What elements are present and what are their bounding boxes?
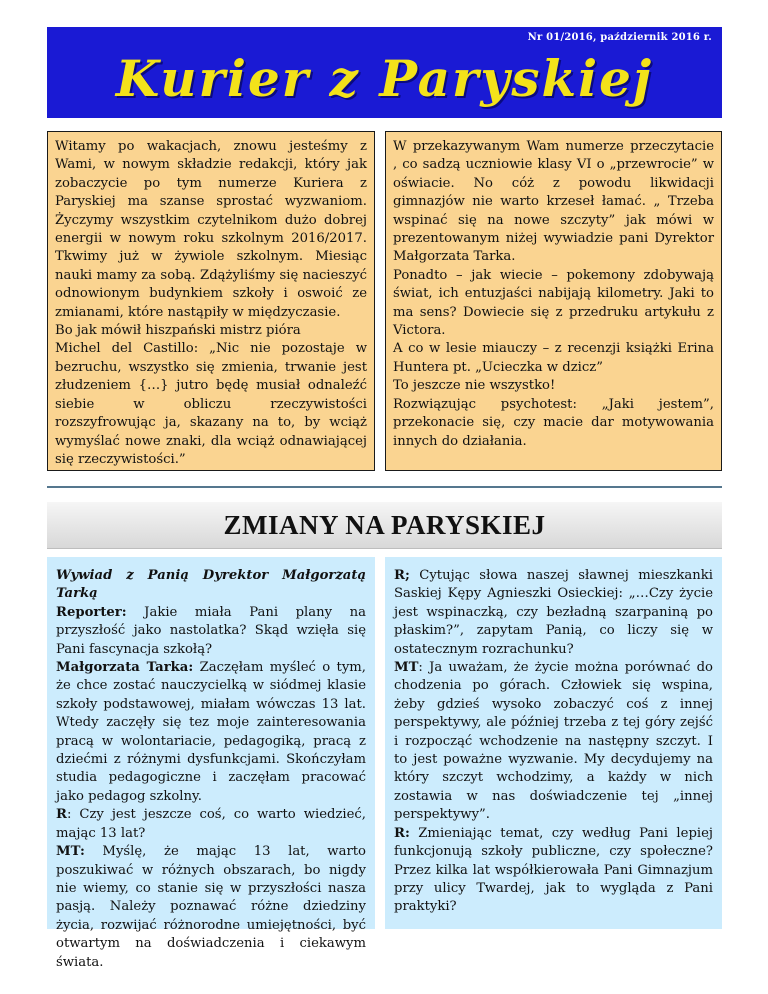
- answer-text: Myślę, że mając 13 lat, warto poszukiwać w różnych obszarach, bo nigdy nie wiemy, co stanie się w przyszłości nasza pasją. Należy poznawać różne dziedziny życia, rozwijać różnorodne umiejętności, być otwartym na doświadczenia i ciekawym świata.: [56, 844, 366, 970]
- speaker-label: MT:: [56, 844, 85, 860]
- question-text: Cytując słowa naszej sławnej mieszkanki Saskiej Kępy Agnieszki Osieckiej: „…Czy życie jest wspinaczką, czy bezładną szarpaniną po płaskim?”, zapytam Panią, co liczy się w ostatecznym rozrachunku?: [394, 568, 713, 657]
- issue-number: Nr 01/2016, październik 2016 r.: [527, 32, 712, 43]
- editorial-paragraph: W przekazywanym Wam numerze przeczytacie , co sadzą uczniowie klasy VI o „przewrocie” w oświacie. No cóż z powodu likwidacji gimnazjów nie warto krzeseł łamać. „ Trzeba wspinać się na nowe szczyty” jak mówi w prezentowanym niżej wywiadzie pani Dyrektor Małgorzata Tarka.: [393, 139, 714, 265]
- speaker-label: R: [56, 807, 67, 823]
- interview-question: [56, 604, 366, 659]
- section-header: [47, 502, 722, 549]
- interview-answer: [56, 843, 366, 972]
- question-text: Jakie miała Pani plany na przyszłość jako nastolatka? Skąd wzięła się Pani fascynacja szkołą?: [56, 604, 366, 657]
- interview-question: [56, 806, 366, 843]
- answer-text: : Ja uważam, że życie można porównać do chodzenia po górach. Człowiek się wspina, żeby gdzieś wysoko zobaczyć coś z innej perspektywy, ale później trzeba z tej góry zejść i rozpocząć wchodzenie na następny szczyt. I to jest poważne wyzwanie. My decydujemy na który szczyt wchodzimy, a każdy w nich zostawia w nas doświadczenie tej „innej perspektywy”.: [394, 660, 713, 823]
- newspaper-title: Kurier z Paryskiej: [115, 49, 654, 108]
- speaker-label: Reporter:: [56, 604, 127, 620]
- interview-intro: Wywiad z Panią Dyrektor Małgorzatą Tarką: [56, 568, 366, 602]
- editorial-paragraph: Ponadto – jak wiecie – pokemony zdobywają świat, ich entuzjaści nabijają kilometry. Jaki to ma sens? Dowiecie się z przedruku artykułu z Victora.: [393, 267, 714, 339]
- editorial-paragraph: To jeszcze nie wszystko!: [393, 378, 556, 394]
- speaker-label: MT: [394, 660, 419, 676]
- interview-question: [394, 825, 713, 917]
- section-title: ZMIANY NA PARYSKIEJ: [223, 510, 546, 540]
- masthead: [47, 27, 722, 118]
- divider-rule: [47, 486, 722, 488]
- interview-column-left: [47, 557, 375, 970]
- question-text: Zmieniając temat, czy według Pani lepiej funkcjonują szkoły publiczne, czy społeczne? Przez kilka lat współkierowała Pani Gimnazjum przy ulicy Twardej, jak to wygląda z Pani praktyki?: [394, 825, 713, 915]
- interview-answer: [56, 659, 366, 806]
- editorial-paragraph: Michel del Castillo: „Nic nie pozostaje w bezruchu, wszystko się zmienia, trwanie jest złudzeniem {…} jutro będę musiał odnaleźć siebie w obliczu rzeczywistości rozszyfrowując ja, skazany na to, by wciąż wymyślać nowe znaki, dla wciąż odnawiającej się rzeczywistości.”: [55, 341, 367, 467]
- interview-column-right: [385, 557, 722, 929]
- interview-question: [394, 567, 713, 659]
- speaker-label: R;: [394, 568, 410, 583]
- editorial-right-box: [385, 131, 722, 471]
- editorial-paragraph: A co w lesie miauczy – z recenzji książki Erina Huntera pt. „Ucieczka w dzicz”: [393, 341, 714, 375]
- editorial-paragraph: Bo jak mówił hiszpański mistrz pióra: [55, 323, 301, 339]
- interview-answer: [394, 659, 713, 825]
- editorial-paragraph: Witamy po wakacjach, znowu jesteśmy z Wami, w nowym składzie redakcji, który jak zobaczycie po tym numerze Kuriera z Paryskiej ma szanse sprostać wyzwaniom. Życzymy wszystkim czytelnikom dużo dobrej energii w nowym roku szkolnym 2016/2017. Tkwimy już w żywiole szkolnym. Miesiąc nauki mamy za sobą. Zdążyliśmy się nacieszyć odnowionym budynkiem szkoły i oswoić ze zmianami, które nastąpiły w międzyczasie.: [55, 139, 367, 320]
- question-text: : Czy jest jeszcze coś, co warto wiedzieć, mając 13 lat?: [56, 807, 366, 841]
- editorial-left-box: [47, 131, 375, 471]
- editorial-paragraph: Rozwiązując psychotest: „Jaki jestem”, przekonacie się, czy macie dar motywowania innych do działania.: [393, 396, 714, 449]
- speaker-label: Małgorzata Tarka:: [56, 660, 194, 676]
- speaker-label: R:: [394, 825, 410, 841]
- answer-text: Zaczęłam myśleć o tym, że chce zostać nauczycielką w siódmej klasie szkoły podstawowej, miałam wówczas 13 lat. Wtedy zaczęły się tez moje zainteresowania pracą w wolontariacie, pedagogiką, pracą z dziećmi z różnymi dysfunkcjami. Skończyłam studia pedagogiczne i zaczęłam pracować jako pedagog szkolny.: [56, 660, 366, 804]
